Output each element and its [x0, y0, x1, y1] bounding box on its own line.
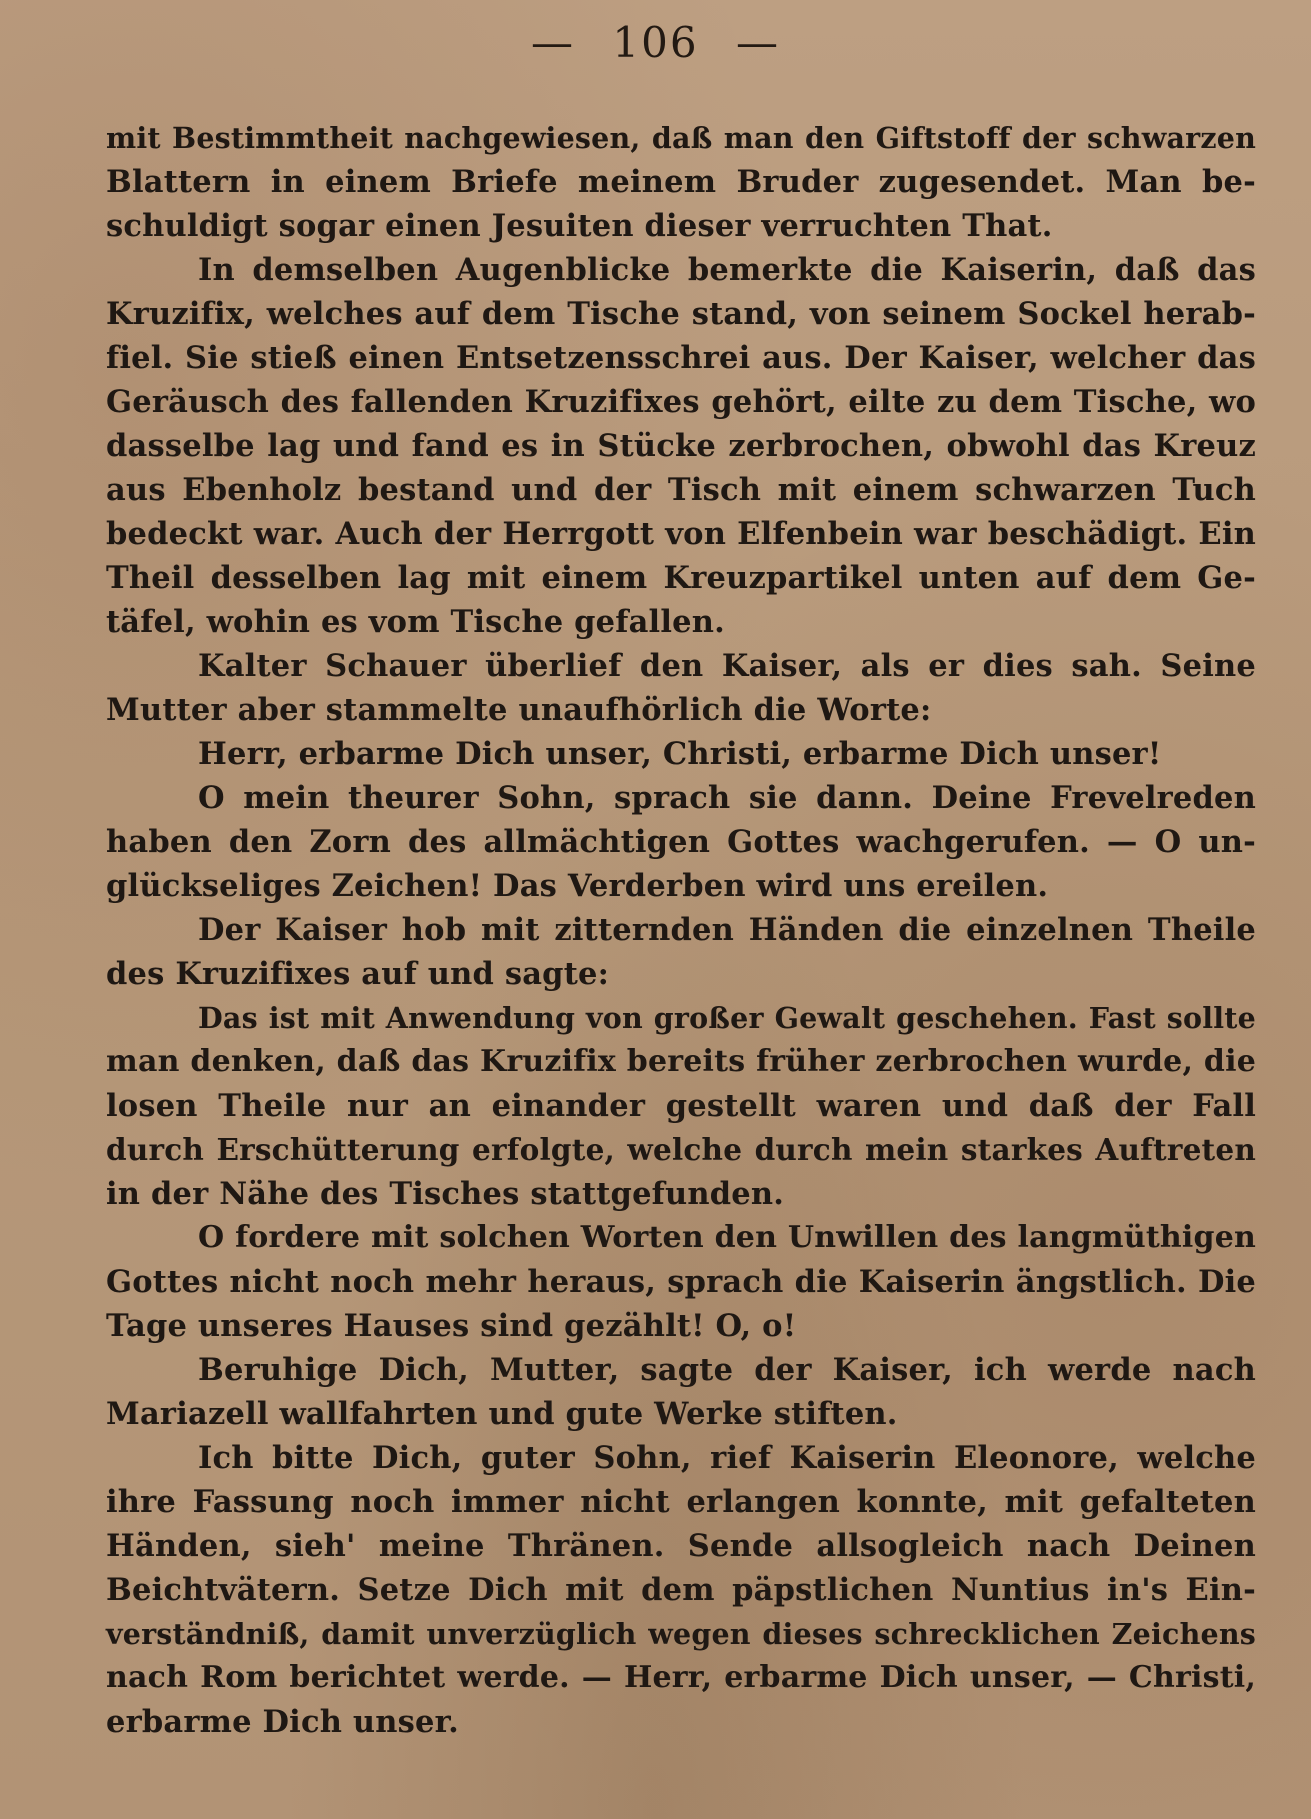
page-header — [0, 18, 1311, 67]
text-line: aus Ebenholz bestand und der Tisch mit einem schwarzen Tuch — [106, 472, 1256, 508]
text-line: Theil desselben lag mit einem Kreuzpartikel unten auf dem Ge- — [106, 560, 1256, 596]
text-line: Beruhige Dich, Mutter, sagte der Kaiser, ich werde nach — [198, 1352, 1256, 1388]
body-text — [106, 116, 1256, 1744]
text-line: Geräusch des fallenden Kruzifixes gehört, eilte zu dem Tische, wo — [106, 384, 1256, 420]
text-line: ihre Fassung noch immer nicht erlangen konnte, mit gefalteten — [106, 1484, 1256, 1520]
text-line: bedeckt war. Auch der Herrgott von Elfenbein war beschädigt. Ein — [106, 516, 1256, 552]
text-line: schuldigt sogar einen Jesuiten dieser verruchten That. — [106, 208, 1053, 244]
text-line: verständniß, damit unverzüglich wegen dieses schrecklichen Zeichens — [106, 1617, 1256, 1651]
text-line: haben den Zorn des allmächtigen Gottes wachgerufen. — O un- — [106, 824, 1256, 860]
text-line: O fordere mit solchen Worten den Unwillen des langmüthigen — [198, 1220, 1256, 1255]
text-line: Das ist mit Anwendung von großer Gewalt geschehen. Fast sollte — [198, 1001, 1256, 1035]
text-line: Ich bitte Dich, guter Sohn, rief Kaiserin Eleonore, welche — [198, 1440, 1256, 1476]
text-line: Kalter Schauer überlief den Kaiser, als er dies sah. Seine — [198, 648, 1256, 684]
header-dash-left: — — [531, 18, 576, 67]
text-line: Beichtvätern. Setze Dich mit dem päpstlichen Nuntius in's Ein- — [106, 1572, 1256, 1608]
page-number: 106 — [612, 18, 699, 67]
text-line: Gottes nicht noch mehr heraus, sprach die Kaiserin ängstlich. Die — [106, 1264, 1256, 1300]
text-line: Blattern in einem Briefe meinem Bruder zugesendet. Man be- — [106, 164, 1256, 200]
text-line: glückseliges Zeichen! Das Verderben wird uns ereilen. — [106, 868, 1049, 904]
text-line: O mein theurer Sohn, sprach sie dann. Deine Frevelreden — [198, 780, 1256, 816]
text-line: Herr, erbarme Dich unser, Christi, erbarme Dich unser! — [198, 736, 1162, 772]
text-line: nach Rom berichtet werde. — Herr, erbarme Dich unser, — Christi, — [106, 1660, 1256, 1695]
text-line: In demselben Augenblicke bemerkte die Kaiserin, daß das — [198, 252, 1256, 288]
text-line: täfel, wohin es vom Tische gefallen. — [106, 604, 725, 640]
text-line: dasselbe lag und fand es in Stücke zerbrochen, obwohl das Kreuz — [106, 428, 1256, 464]
text-line: in der Nähe des Tisches stattgefunden. — [106, 1176, 785, 1212]
text-line: Tage unseres Hauses sind gezählt! O, o! — [106, 1308, 797, 1344]
text-line: losen Theile nur an einander gestellt waren und daß der Fall — [106, 1088, 1256, 1124]
text-line: Händen, sieh' meine Thränen. Sende allsogleich nach Deinen — [106, 1528, 1256, 1564]
text-line: Der Kaiser hob mit zitternden Händen die einzelnen Theile — [198, 912, 1256, 948]
text-line: fiel. Sie stieß einen Entsetzensschrei aus. Der Kaiser, welcher das — [106, 340, 1256, 376]
text-line: des Kruzifixes auf und sagte: — [106, 956, 610, 992]
text-line: Kruzifix, welches auf dem Tische stand, von seinem Sockel herab- — [106, 296, 1256, 332]
text-line: mit Bestimmtheit nachgewiesen, daß man den Giftstoff der schwarzen — [106, 121, 1256, 155]
text-line: Mariazell wallfahrten und gute Werke stiften. — [106, 1396, 898, 1432]
text-line: Mutter aber stammelte unaufhörlich die Worte: — [106, 692, 932, 728]
text-line: durch Erschütterung erfolgte, welche durch mein starkes Auftreten — [106, 1132, 1256, 1167]
text-line: man denken, daß das Kruzifix bereits früher zerbrochen wurde, die — [106, 1044, 1256, 1079]
text-line: erbarme Dich unser. — [106, 1704, 459, 1740]
header-dash-right: — — [735, 18, 780, 67]
